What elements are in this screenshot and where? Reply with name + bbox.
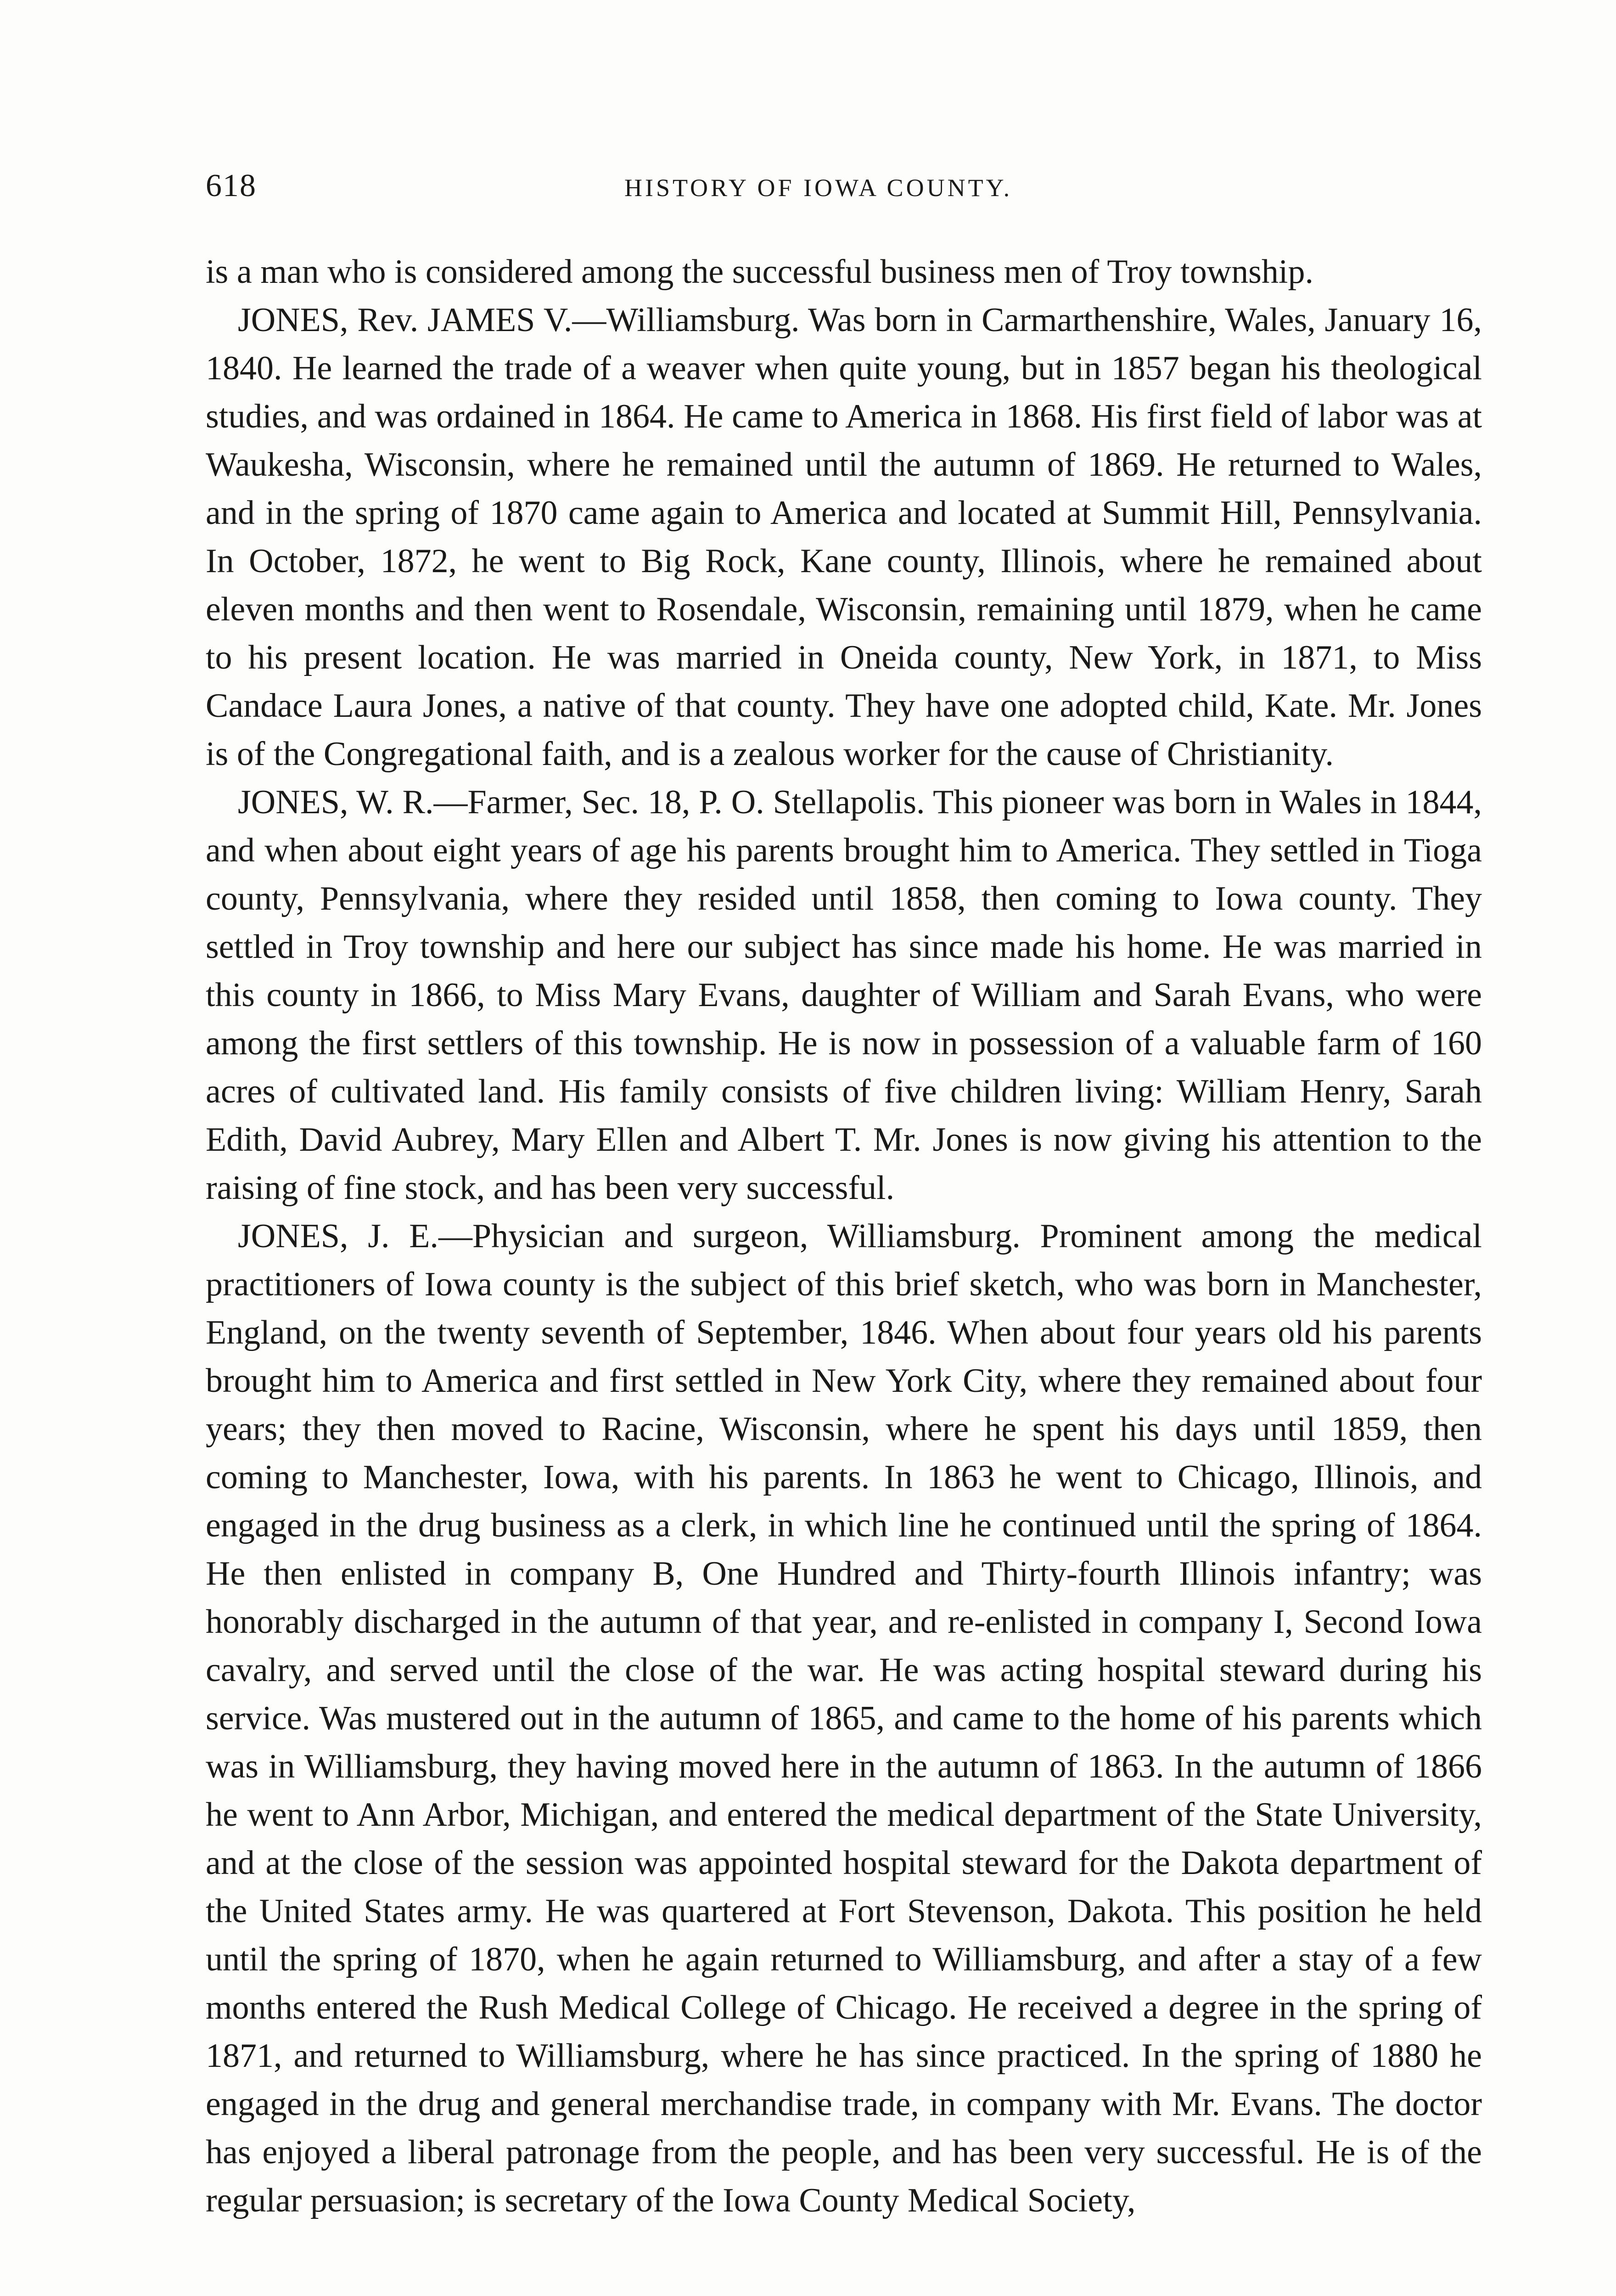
running-head: HISTORY OF IOWA COUNTY. xyxy=(624,174,1013,202)
entry-name: JONES, W. R. xyxy=(238,783,434,821)
entry-text: —Williamsburg. Was born in Carmarthenshire, Wales, January 16, 1840. He learned the trade of a weaver when quite young, but in 1857 began his theological studies, and was ordained in 1864. He came to America in 1868. His first field of labor was at Waukesha, Wisconsin, where he remained until the autumn of 1869. He returned to Wales, and in the spring of 1870 came again to America and located at Summit Hill, Pennsylvania. In October, 1872, he went to Big Rock, Kane county, Illinois, where he remained about eleven months and then went to Rosendale, Wisconsin, remaining until 1879, when he came to his present location. He was married in Oneida county, New York, in 1871, to Miss Candace Laura Jones, a native of that county. They have one adopted child, Kate. Mr. Jones is of the Congregational faith, and is a zealous worker for the cause of Christianity. xyxy=(206,301,1482,773)
biography-entry-w-r-jones xyxy=(206,778,1482,1212)
entry-name: JONES, Rev. JAMES V. xyxy=(238,301,572,339)
biography-entry-james-v-jones xyxy=(206,296,1482,778)
page-header xyxy=(0,161,1616,211)
paragraph-text: is a man who is considered among the successful business men of Troy township. xyxy=(206,253,1313,291)
paragraph-continuation xyxy=(206,248,1482,296)
biography-entry-j-e-jones xyxy=(206,1212,1482,2225)
entry-text: —Farmer, Sec. 18, P. O. Stellapolis. This pioneer was born in Wales in 1844, and when about eight years of age his parents brought him to America. They settled in Tioga county, Pennsylvania, where they resided until 1858, then coming to Iowa county. They settled in Troy township and here our subject has since made his home. He was married in this county in 1866, to Miss Mary Evans, daughter of William and Sarah Evans, who were among the first settlers of this township. He is now in possession of a valuable farm of 160 acres of cultivated land. His family consists of five children living: William Henry, Sarah Edith, David Aubrey, Mary Ellen and Albert T. Mr. Jones is now giving his attention to the raising of fine stock, and has been very successful. xyxy=(206,783,1482,1207)
entry-text: —Physician and surgeon, Williamsburg. Prominent among the medical practitioners of Iowa county is the subject of this brief sketch, who was born in Manchester, England, on the twenty seventh of September, 1846. When about four years old his parents brought him to America and first settled in New York City, where they remained about four years; they then moved to Racine, Wisconsin, where he spent his days until 1859, then coming to Manchester, Iowa, with his parents. In 1863 he went to Chicago, Illinois, and engaged in the drug business as a clerk, in which line he continued until the spring of 1864. He then enlisted in company B, One Hundred and Thirty-fourth Illinois infantry; was honorably discharged in the autumn of that year, and re-enlisted in company I, Second Iowa cavalry, and served until the close of the war. He was acting hospital steward during his service. Was mustered out in the autumn of 1865, and came to the home of his parents which was in Williamsburg, they having moved here in the autumn of 1863. In the autumn of 1866 he went to Ann Arbor, Michigan, and entered the medical department of the State University, and at the close of the session was appointed hospital steward for the Dakota department of the United States army. He was quartered at Fort Stevenson, Dakota. This position he held until the spring of 1870, when he again returned to Williamsburg, and after a stay of a few months entered the Rush Medical College of Chicago. He received a degree in the spring of 1871, and returned to Williamsburg, where he has since practiced. In the spring of 1880 he engaged in the drug and general merchandise trade, in company with Mr. Evans. The doctor has enjoyed a liberal patronage from the people, and has been very successful. He is of the regular persuasion; is secretary of the Iowa County Medical Society, xyxy=(206,1217,1482,2219)
body-text xyxy=(206,248,1482,2225)
page-number: 618 xyxy=(206,168,257,203)
entry-name: JONES, J. E. xyxy=(238,1217,438,1255)
